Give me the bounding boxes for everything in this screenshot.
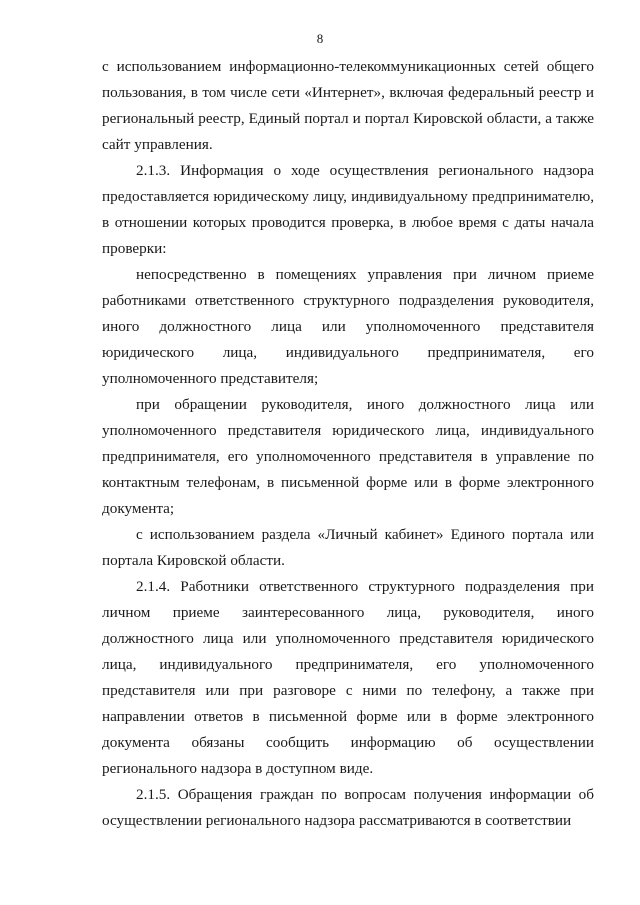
page-number: 8 <box>316 31 324 46</box>
paragraph-2-1-5: 2.1.5. Обращения граждан по вопросам получения информации об осуществлении регионального надзора рассматриваются в соответствии <box>102 786 594 829</box>
paragraph-by-request: при обращении руководителя, иного должностного лица или уполномоченного представителя юридического лица, индивидуального предпринимателя, его уполномоченного представителя в управление по контактным телефонам, в письменной форме или в форме электронного документа; <box>102 396 594 517</box>
paragraph-continuation: с использованием информационно-телекоммуникационных сетей общего пользования, в том числе сети «Интернет», включая федеральный реестр и региональный реестр, Единый портал и портал Кировской области, а также сайт управления. <box>102 58 594 153</box>
document-body <box>102 54 594 834</box>
paragraph-2-1-3: 2.1.3. Информация о ходе осуществления регионального надзора предоставляется юридическому лицу, индивидуальному предпринимателю, в отношении которых проводится проверка, в любое время с даты начала проверки: <box>102 162 594 257</box>
paragraph-in-person: непосредственно в помещениях управления при личном приеме работниками ответственного структурного подразделения руководителя, иного должностного лица или уполномоченного представителя юридического лица, индивидуального предпринимателя, его уполномоченного представителя; <box>102 266 594 387</box>
paragraph-personal-account: с использованием раздела «Личный кабинет» Единого портала или портала Кировской области. <box>102 526 594 569</box>
paragraph-2-1-4: 2.1.4. Работники ответственного структурного подразделения при личном приеме заинтересованного лица, руководителя, иного должностного лица или уполномоченного представителя юридического лица, индивидуального предпринимателя, его уполномоченного представителя или при разговоре с ними по телефону, а также при направлении ответов в письменной форме или в форме электронного документа обязаны сообщить информацию об осуществлении регионального надзора в доступном виде. <box>102 578 594 777</box>
